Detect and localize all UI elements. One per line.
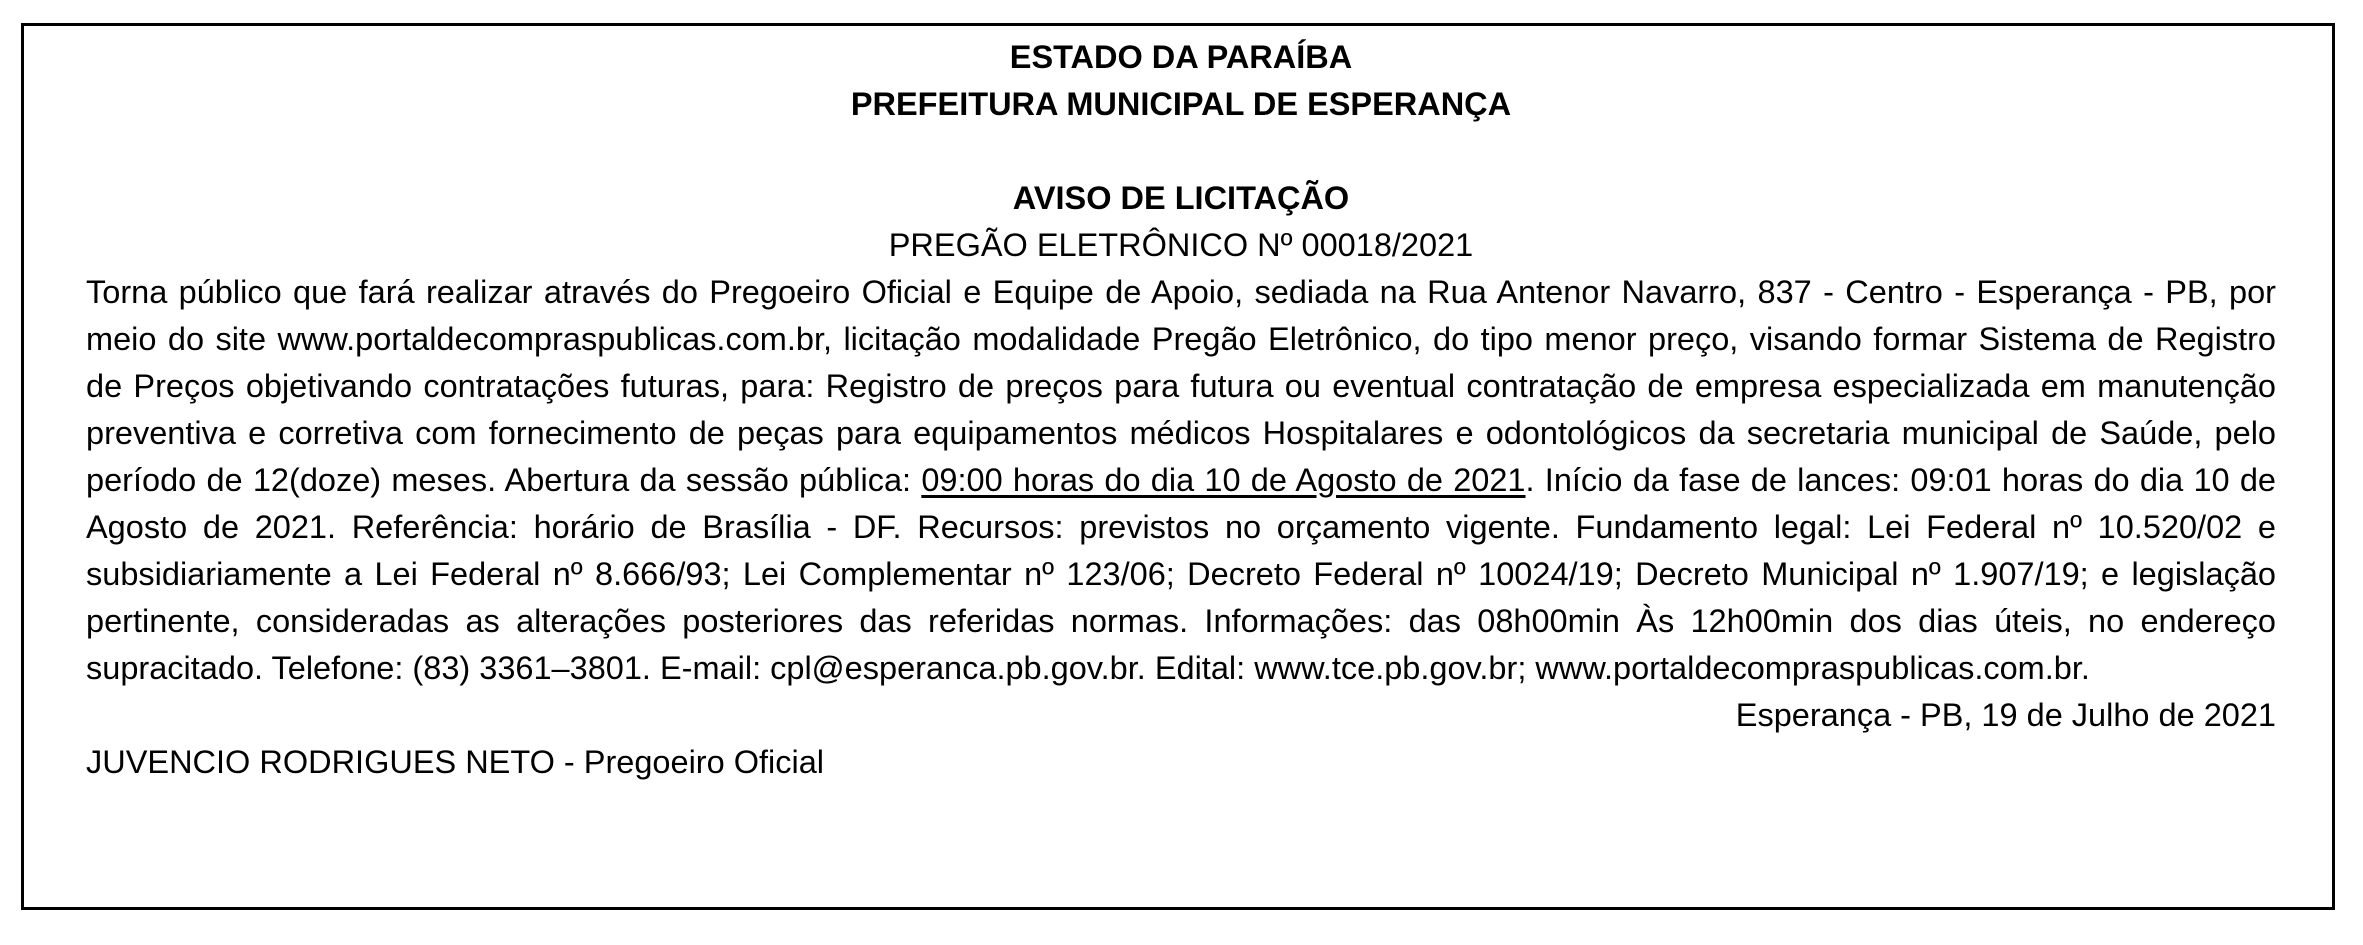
place-date: Esperança - PB, 19 de Julho de 2021	[1735, 697, 2276, 733]
state-heading: ESTADO DA PARAÍBA	[1009, 39, 1353, 75]
municipality-heading: PREFEITURA MUNICIPAL DE ESPERANÇA	[850, 86, 1512, 122]
body-text-part1: Torna público que fará realizar através do Pregoeiro Oficial e Equipe de Apoio, sediada na Rua Antenor Navarro, 837 - Centro - Esperança - PB, por meio do site www.portaldecompraspublicas.com.br, licitação modalidade Pregão Eletrônico, do tipo menor preço, visando formar Sistema de Registro de Preços objetivando contratações futuras, para: Registro de preços para futura ou eventual contratação de empresa especializada em manutenção preventiva e corretiva com fornecimento de peças para equipamentos médicos Hospitalares e odontológicos da secretaria municipal de Saúde, pelo período de 12(doze) meses. Abertura da sessão pública:	[86, 274, 2276, 498]
notice-title: AVISO DE LICITAÇÃO	[1012, 180, 1350, 216]
notice-subtitle: PREGÃO ELETRÔNICO Nº 00018/2021	[888, 227, 1474, 263]
notice-body	[86, 269, 2276, 692]
spacer	[86, 128, 2276, 175]
signature: JUVENCIO RODRIGUES NETO - Pregoeiro Oficial	[86, 744, 825, 780]
notice-content	[86, 34, 2276, 786]
opening-datetime: 09:00 horas do dia 10 de Agosto de 2021	[921, 462, 1526, 498]
body-text-part2: . Início da fase de lances: 09:01 horas do dia 10 de Agosto de 2021. Referência: horário de Brasília - DF. Recursos: previstos no orçamento vigente. Fundamento legal: Lei Federal nº 10.520/02 e subsidiariamente a Lei Federal nº 8.666/93; Lei Complementar nº 123/06; Decreto Federal nº 10024/19; Decreto Municipal nº 1.907/19; e legislação pertinente, consideradas as alterações posteriores das referidas normas. Informações: das 08h00min Às 12h00min dos dias úteis, no endereço supracitado. Telefone: (83) 3361–3801. E-mail: cpl@esperanca.pb.gov.br. Edital: www.tce.pb.gov.br; www.portaldecompraspublicas.com.br.	[86, 462, 2276, 686]
notice-frame	[21, 23, 2335, 910]
